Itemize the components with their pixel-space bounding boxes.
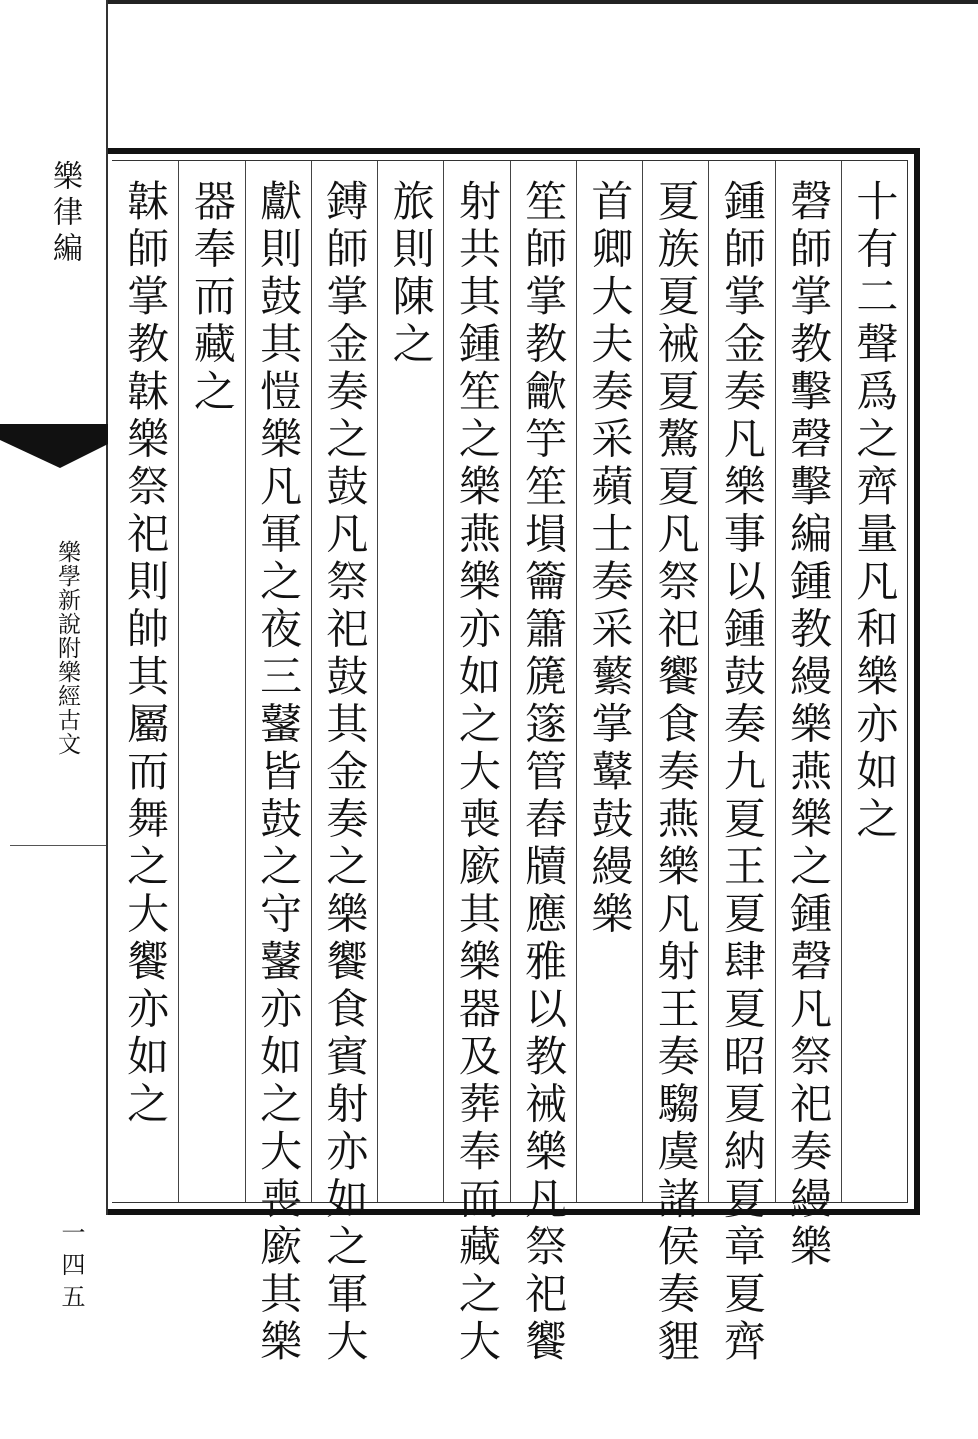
text-frame [108,148,920,1367]
text-column [642,161,708,1367]
text-columns [112,161,907,1367]
margin-tick [10,845,106,846]
text-column [443,161,509,1367]
column-text: 十有二聲爲之齊量凡和樂亦如之 [850,179,900,844]
text-column [311,161,377,1367]
book-title: 樂律編 [47,160,82,268]
text-column [841,161,907,1202]
column-text: 笙師掌教龡竽笙塤籥簫篪篴管舂牘應雅以教祴樂凡祭祀饗 [519,179,569,1367]
text-column [112,161,178,1202]
text-column [708,161,774,1367]
page-number: 一四五 [57,1220,85,1316]
book-subtitle: 樂學新說附樂經古文 [54,540,80,756]
column-text: 鎛師掌金奏之鼓凡祭祀鼓其金奏之樂饗食賓射亦如之軍大 [320,179,370,1367]
column-text: 獻則鼓其愷樂凡軍之夜三鼜皆鼓之守鼜亦如之大喪廞其樂 [254,179,304,1367]
text-column [377,161,443,1202]
text-column [245,161,311,1367]
text-column [510,161,576,1367]
column-text: 韎師掌教韎樂祭祀則帥其屬而舞之大饗亦如之 [121,179,171,1129]
column-text: 旅則陳之 [386,179,436,369]
text-frame-inner [112,160,908,1367]
column-text: 首卿大夫奏采蘋士奏采蘩掌鼙鼓縵樂 [585,179,635,939]
column-text: 鍾師掌金奏凡樂事以鍾鼓奏九夏王夏肆夏昭夏納夏章夏齊 [717,179,767,1367]
column-text: 射共其鍾笙之樂燕樂亦如之大喪廞其樂器及葬奉而藏之大 [452,179,502,1367]
text-column [576,161,642,1202]
page-fold-mark [0,410,108,468]
column-text: 器奉而藏之 [187,179,237,417]
text-column [775,161,841,1272]
top-rule [108,0,978,4]
column-text: 磬師掌教擊磬擊編鍾教縵樂燕樂之鍾磬凡祭祀奏縵樂 [784,179,834,1272]
column-text: 夏族夏祴夏驁夏凡祭祀饗食奏燕樂凡射王奏騶虞諸侯奏貍 [651,179,701,1367]
text-column [178,161,244,1202]
